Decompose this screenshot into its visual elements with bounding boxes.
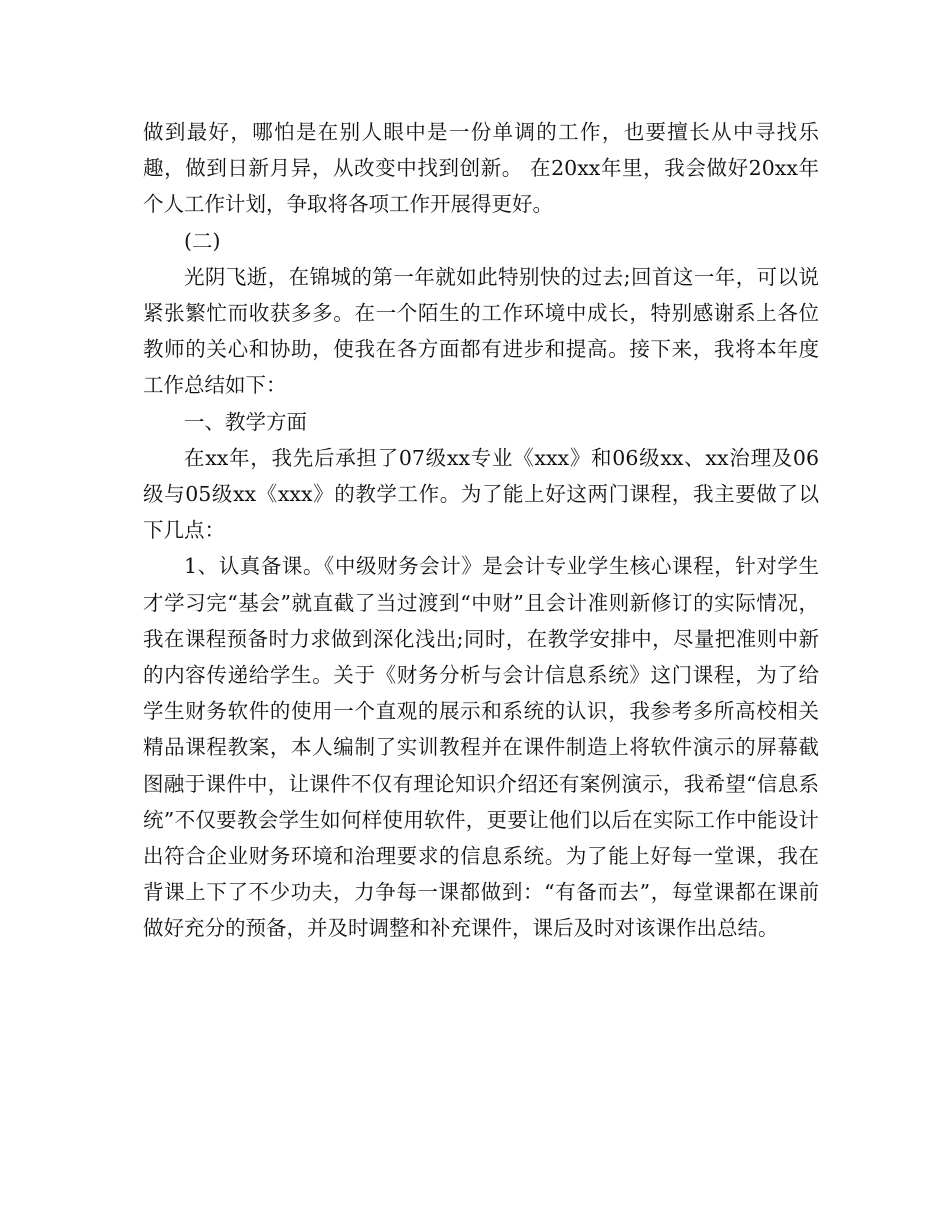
paragraph-intro: 光阴飞逝，在锦城的第一年就如此特别快的过去;回首这一年，可以说紧张繁忙而收获多多。在一个陌生的工作环境中成长，特别感谢系上各位教师的关心和协助，使我在各方面都有进步和提高。接下来，我将本年度工作总结如下： [143,264,819,398]
section-marker: (二) [184,228,221,253]
paragraph-courses: 在xx年，我先后承担了07级xx专业《xxx》和06级xx、xx治理及06级与05级xx《xxx》的教学工作。为了能上好这两门课程，我主要做了以下几点： [143,445,819,543]
paragraph-preparation: 1、认真备课。《中级财务会计》是会计专业学生核心课程，针对学生才学习完“基会”就直截了当过渡到“中财”且会计准则新修订的实际情况，我在课程预备时力求做到深化浅出;同时，在教学安排中，尽量把准则中新的内容传递给学生。关于《财务分析与会计信息系统》这门课程，为了给学生财务软件的使用一个直观的展示和系统的认识，我参考多所高校相关精品课程教案，本人编制了实训教程并在课件制造上将软件演示的屏幕截图融于课件中，让课件不仅有理论知识介绍还有案例演示，我希望“信息系统”不仅要教会学生如何样使用软件，更要让他们以后在实际工作中能设计出符合企业财务环境和治理要求的信息系统。为了能上好每一堂课，我在背课上下了不少功夫，力争每一课都做到：“有备而去”，每堂课都在课前做好充分的预备，并及时调整和补充课件，课后及时对该课作出总结。 [143,554,819,941]
document-body [143,114,819,947]
section-heading-teaching: 一、教学方面 [184,409,307,434]
paragraph-continuation: 做到最好，哪怕是在别人眼中是一份单调的工作，也要擅长从中寻找乐趣，做到日新月异，从改变中找到创新。 在20xx年里，我会做好20xx年个人工作计划，争取将各项工作开展得更好。 [143,120,819,217]
